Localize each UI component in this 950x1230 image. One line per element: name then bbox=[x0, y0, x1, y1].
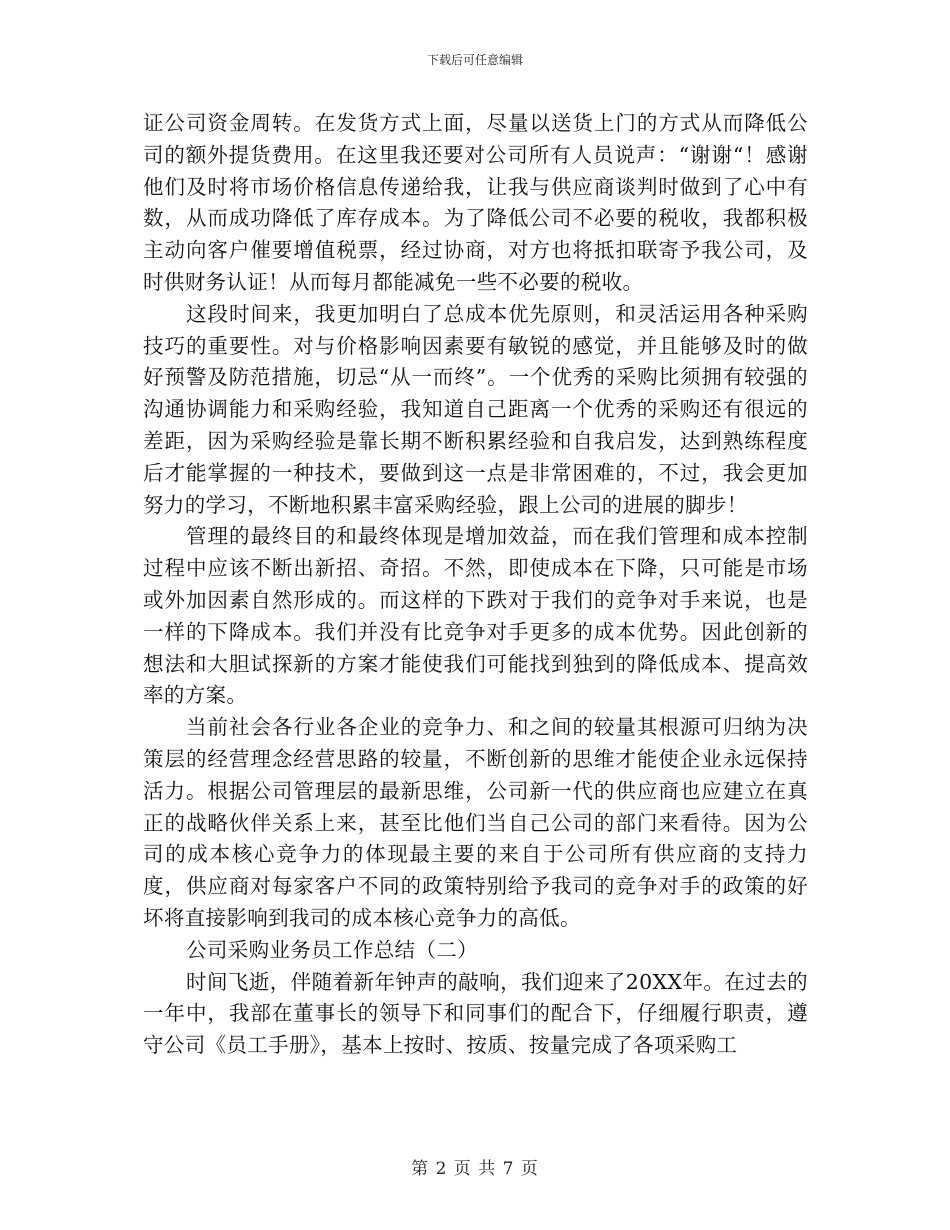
paragraph-competition: 当前社会各行业各企业的竞争力、和之间的较量其根源可归纳为决策层的经营理念经营思路的较量，不断创新的思维才能使企业永远保持活力。根据公司管理层的最新思维，公司新一代的供应商也应建立在真正的战略伙伴关系上来，甚至比他们当自己公司的部门来看待。因为公司的成本核心竞争力的体现最主要的来自于公司所有供应商的支持力度，供应商对每家客户不同的政策特别给予我司的竞争对手的政策的好坏将直接影响到我司的成本核心竞争力的高低。 bbox=[143, 715, 808, 930]
paragraph-cost-principle: 这段时间来，我更加明白了总成本优先原则，和灵活运用各种采购技巧的重要性。对与价格影响因素要有敏锐的感觉，并且能够及时的做好预警及防范措施，切忌“从一而终”。一个优秀的采购比须拥有较强的沟通协调能力和采购经验，我知道自己距离一个优秀的采购还有很远的差距，因为采购经验是靠长期不断积累经验和自我启发，达到熟练程度后才能掌握的一种技术，要做到这一点是非常困难的，不过，我会更加努力的学习，不断地积累丰富采购经验，跟上公司的进展的脚步！ bbox=[143, 301, 808, 517]
document-body bbox=[143, 108, 808, 1062]
paragraph-new-year: 时间飞逝，伴随着新年钟声的敲响，我们迎来了20XX年。在过去的一年中，我部在董事长的领导下和同事们的配合下，仔细履行职责，遵守公司《员工手册》，基本上按时、按质、按量完成了各项采购工 bbox=[143, 969, 808, 1058]
paragraph-management-goal: 管理的最终目的和最终体现是增加效益，而在我们管理和成本控制过程中应该不断出新招、奇招。不然，即使成本在下降，只可能是市场或外加因素自然形成的。而这样的下跌对于我们的竞争对手来说，也是一样的下降成本。我们并没有比竞争对手更多的成本优势。因此创新的想法和大胆试探新的方案才能使我们可能找到独到的降低成本、提高效率的方案。 bbox=[143, 524, 808, 708]
paragraph-continuation: 证公司资金周转。在发货方式上面，尽量以送货上门的方式从而降低公司的额外提货费用。在这里我还要对公司所有人员说声：“谢谢“！感谢他们及时将市场价格信息传递给我，让我与供应商谈判时做到了心中有数，从而成功降低了库存成本。为了降低公司不必要的税收，我都积极主动向客户催要增值税票，经过协商，对方也将抵扣联寄予我公司，及时供财务认证！从而每月都能减免一些不必要的税收。 bbox=[143, 111, 808, 294]
page-number: 第 2 页 共 7 页 bbox=[411, 1159, 539, 1179]
page-header: 下载后可任意编辑 bbox=[426, 53, 523, 67]
section-heading: 公司采购业务员工作总结（二） bbox=[186, 937, 478, 962]
